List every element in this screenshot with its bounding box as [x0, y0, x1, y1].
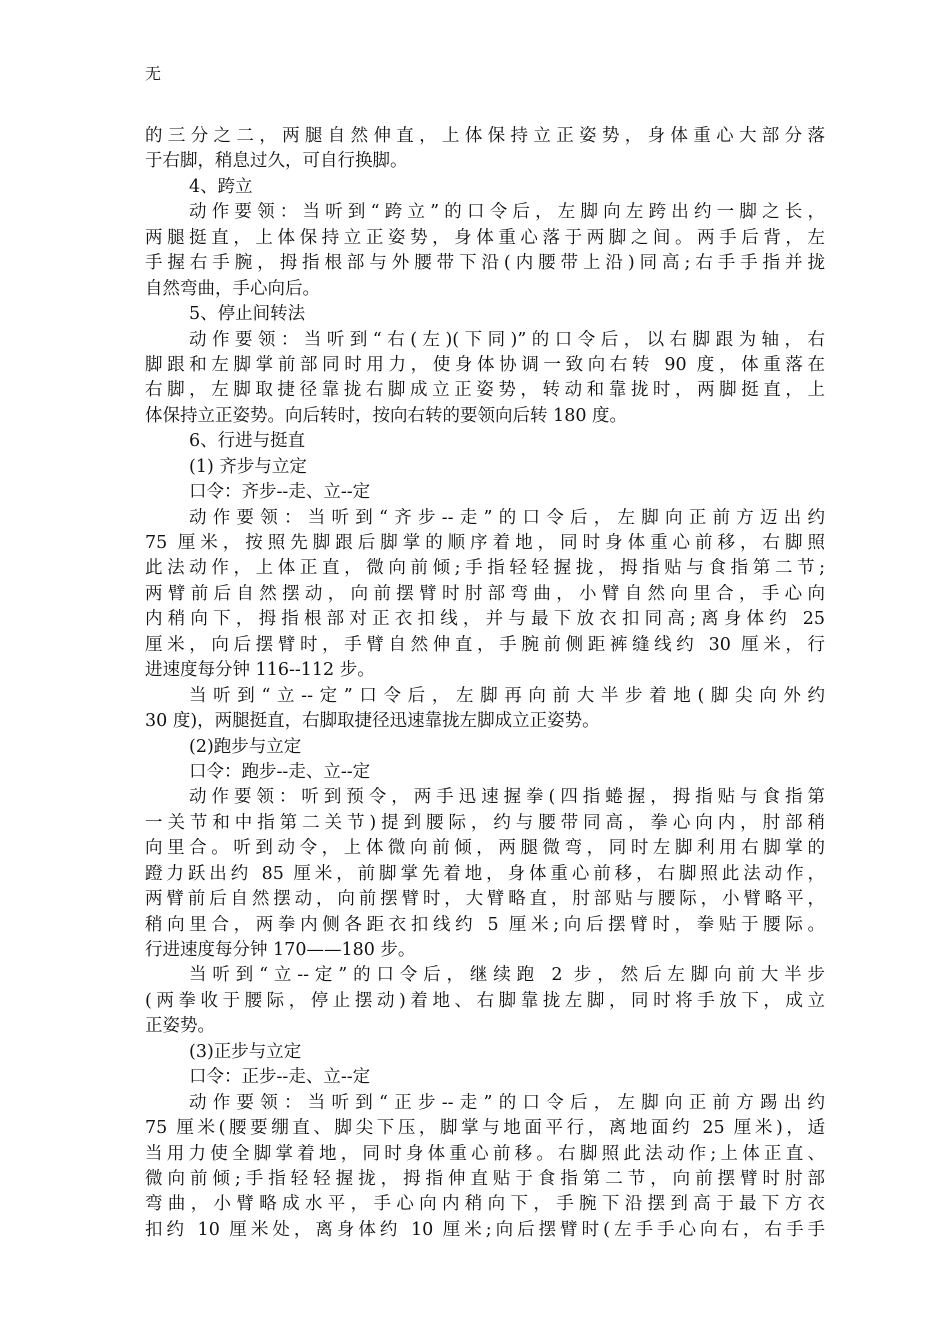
text-line: 行进速度每分钟 170——180 步。	[145, 940, 416, 960]
text-line: 口令：正步--走、立--定	[189, 1067, 371, 1088]
text-line: 当听到“立--定”的口令后，继续跑 2 步，然后左脚向前大半步	[189, 965, 825, 986]
text-line: 于右脚，稍息过久，可自行换脚。	[145, 151, 408, 172]
text-line: 两臂前后自然摆动，向前摆臂时，大臂略直，肘部贴与腰际，小臂略平，	[145, 889, 825, 910]
text-line: 两腿挺直，上体保持立正姿势，身体重心落于两脚之间。两手后背，左	[145, 227, 825, 248]
text-line: 5、停止间转法	[189, 304, 306, 325]
text-line: 此法动作，上体正直，微向前倾;手指轻轻握拢，拇指贴与食指第二节;	[145, 558, 825, 579]
text-line: 厘米，向后摆臂时，手臂自然伸直，手腕前侧距裤缝线约 30 厘米，行	[145, 634, 825, 655]
text-line: 手握右手腕，拇指根部与外腰带下沿(内腰带上沿)同高;右手手指并拢	[145, 253, 825, 274]
text-line: 体保持立正姿势。向后转时，按向右转的要领向后转 180 度。	[145, 405, 628, 426]
text-line: 稍向里合，两拳内侧各距衣扣线约 5 厘米;向后摆臂时，拳贴于腰际。	[145, 914, 825, 935]
text-line: 动作要领：当听到“正步--走”的口令后，左脚向正前方踢出约	[189, 1092, 825, 1113]
text-line: 自然弯曲，手心向后。	[145, 278, 320, 299]
text-line: 弯曲，小臂略成水平，手心向内稍向下，手腕下沿摆到高于最下方衣	[145, 1194, 825, 1215]
text-line: 两臂前后自然摆动，向前摆臂时肘部弯曲，小臂自然向里合，手心向	[145, 583, 825, 604]
text-line: 4、跨立	[189, 176, 253, 197]
text-line: 向里合。听到动令，上体微向前倾，两腿微弯，同时左脚利用右脚掌的	[145, 838, 825, 859]
text-line: (2)跑步与立定	[189, 736, 302, 757]
text-line: 扣约 10 厘米处，离身体约 10 厘米;向后摆臂时(左手手心向右，右手手	[145, 1219, 825, 1240]
text-line: 动作要领：当听到“跨立”的口令后，左脚向左跨出约一脚之长，	[189, 202, 825, 223]
text-line: 75 厘米(腰要绷直、脚尖下压，脚掌与地面平行，离地面约 25 厘米)，适	[145, 1118, 825, 1139]
text-line: 动作要领：当听到“右(左)(下同)”的口令后，以右脚跟为轴，右	[189, 329, 825, 350]
text-line: (1) 齐步与立定	[189, 456, 307, 477]
text-line: 75 厘米，按照先脚跟后脚掌的顺序着地，同时身体重心前移，右脚照	[145, 533, 825, 553]
text-line: 30 度)，两腿挺直，右脚取捷径迅速靠拢左脚成立正姿势。	[145, 711, 600, 732]
text-line: 蹬力跃出约 85 厘米，前脚掌先着地，身体重心前移，右脚照此法动作，	[145, 863, 825, 884]
text-line: 一关节和中指第二关节)提到腰际，约与腰带同高，拳心向内，肘部稍	[145, 812, 825, 833]
text-line: 右脚，左脚取捷径靠拢右脚成立正姿势，转动和靠拢时，两脚挺直，上	[145, 380, 825, 401]
text-line: 动作要领：当听到“齐步--走”的口令后，左脚向正前方迈出约	[189, 507, 825, 528]
text-line: 当用力使全脚掌着地，同时身体重心前移。右脚照此法动作;上体正直、	[145, 1143, 825, 1164]
text-line: 正姿势。	[145, 1016, 215, 1037]
page-header: 无	[145, 64, 162, 83]
text-line: 口令：齐步--走、立--定	[189, 482, 371, 503]
text-line: 当听到“立--定”口令后，左脚再向前大半步着地(脚尖向外约	[189, 685, 825, 706]
text-line: 动作要领：听到预令，两手迅速握拳(四指蜷握，拇指贴与食指第	[189, 787, 825, 808]
text-line: 脚跟和左脚掌前部同时用力，使身体协调一致向右转 90 度，体重落在	[145, 354, 825, 375]
text-line: (两拳收于腰际，停止摆动)着地、右脚靠拢左脚，同时将手放下，成立	[145, 990, 825, 1011]
text-line: 6、行进与挺直	[189, 431, 306, 452]
text-line: 内稍向下，拇指根部对正衣扣线，并与最下放衣扣同高;离身体约 25	[145, 609, 825, 630]
text-line: (3)正步与立定	[189, 1041, 302, 1062]
text-line: 口令：跑步--走、立--定	[189, 761, 371, 782]
document-body	[145, 124, 825, 1243]
text-line: 进速度每分钟 116--112 步。	[145, 660, 375, 681]
text-line: 微向前倾;手指轻轻握拢，拇指伸直贴于食指第二节，向前摆臂时肘部	[145, 1168, 825, 1189]
text-line: 的三分之二，两腿自然伸直，上体保持立正姿势，身体重心大部分落	[145, 126, 825, 146]
